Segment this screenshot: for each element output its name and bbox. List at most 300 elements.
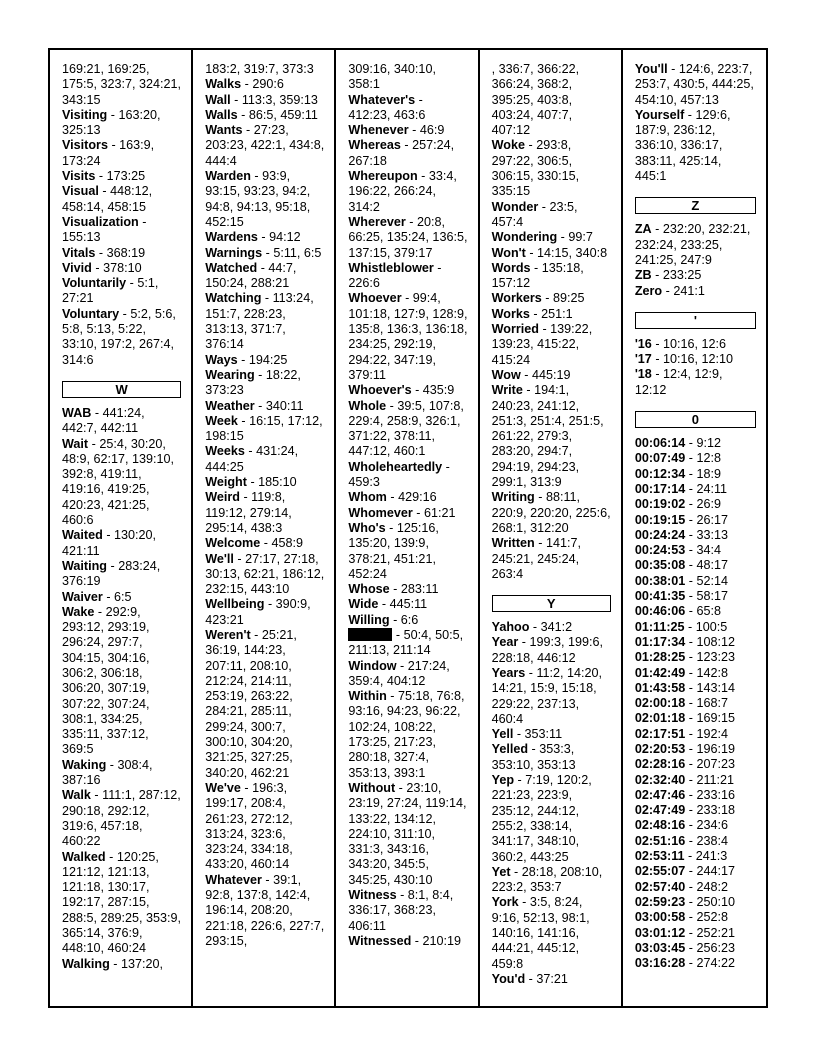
page-line-references: 293:8, 297:22, 306:5, 306:15, 330:15, 335:15: [491, 138, 580, 199]
index-entry: 02:51:16 - 238:4: [634, 833, 728, 848]
index-entry: Waiver - 6:5: [62, 589, 132, 604]
index-term: Warnings: [205, 245, 263, 260]
index-entry: Write - 194:1, 240:23, 241:12, 251:3, 251:4, 251:5, 261:22, 279:3, 283:20, 294:7, 294:19, 294:23, 299:1, 313:9: [491, 383, 604, 490]
index-entry: Walking - 137:20,: [62, 956, 164, 971]
section-letter-header: W: [62, 381, 181, 398]
index-term: Waking: [62, 757, 107, 772]
index-term: 00:07:49: [634, 451, 686, 466]
index-column: [623, 50, 766, 1006]
index-term: Welcome: [205, 536, 261, 551]
index-entry: 02:57:40 - 248:2: [634, 879, 728, 894]
page-line-references: 108:12: [696, 634, 735, 649]
page-line-references: 119:8, 119:12, 279:14, 295:14, 438:3: [205, 490, 292, 535]
page-line-references: 20:8, 66:25, 135:24, 136:5, 137:15, 379:17: [348, 214, 468, 260]
index-term: You'll: [634, 62, 668, 76]
index-term: 00:17:14: [634, 481, 686, 496]
page-line-references: 10:16, 12:6: [663, 336, 727, 351]
index-term: Walls: [205, 107, 238, 122]
index-term: Writing: [491, 490, 535, 505]
index-entry: WAB - 441:24, 442:7, 442:11: [62, 405, 145, 436]
index-column: [336, 50, 479, 1006]
page-line-references: 50:4, 50:5, 211:13, 211:14: [348, 627, 464, 658]
section-letter-header: ': [635, 312, 756, 329]
index-term: 03:01:12: [634, 925, 686, 940]
index-entry: Workers - 89:25: [491, 291, 585, 306]
index-entry: Wow - 445:19: [491, 367, 571, 382]
index-term: 00:19:02: [634, 497, 686, 512]
index-term: Whereupon: [348, 169, 418, 184]
index-entry: Won't - 14:15, 340:8: [491, 245, 608, 260]
page-line-references: 61:21: [424, 505, 456, 520]
page-line-references: 135:18, 157:12: [491, 260, 584, 291]
index-term: Witness: [348, 888, 397, 903]
index-term: 01:11:25: [634, 619, 685, 634]
page-line-references: 368:19: [106, 245, 146, 260]
index-entry: Whoever's - 435:9: [348, 383, 455, 398]
page-line-references: 46:9: [419, 123, 445, 138]
page-line-references: 75:18, 76:8, 93:16, 94:23, 96:22, 102:24, 108:22, 173:25, 217:23, 280:18, 327:4, 353:13, 393:1: [348, 689, 465, 780]
index-term: 00:06:14: [634, 436, 686, 451]
index-entry: Watching - 113:24, 151:7, 228:23, 313:13, 371:7, 376:14: [205, 291, 314, 352]
index-entry: [62, 62, 181, 108]
index-term: We've: [205, 780, 241, 795]
index-entry: Works - 251:1: [491, 306, 573, 321]
section-letter-header: Z: [635, 197, 756, 214]
index-term: Words: [491, 260, 531, 275]
page-line-references: 23:10, 23:19, 27:24, 119:14, 133:22, 134:12, 224:10, 311:10, 331:3, 343:16, 343:20, 345:5, 345:25, 430:10: [348, 780, 467, 887]
index-term: Walk: [62, 788, 91, 803]
page-line-references: 137:20,: [121, 956, 164, 971]
page-line-references: 27:17, 27:18, 30:13, 62:21, 186:12, 232:15, 443:10: [205, 551, 325, 597]
page-line-references: 5:2, 5:6, 5:8, 5:13, 5:22, 33:10, 197:2, 267:4, 314:6: [62, 306, 176, 367]
page-line-references: 353:11: [524, 727, 563, 742]
index-term: Wants: [205, 123, 243, 138]
index-term: Whoever's: [348, 383, 412, 398]
index-entry: Zero - 241:1: [634, 283, 705, 298]
index-term: 01:42:49: [634, 665, 686, 680]
index-column: [480, 50, 623, 1006]
index-entry: Whistleblower - 226:6: [348, 260, 442, 291]
index-entry: Yet - 28:18, 208:10, 223:2, 353:7: [491, 864, 603, 895]
page-line-references: 25:21, 36:19, 144:23, 207:11, 208:10, 212:24, 214:11, 253:19, 263:22, 284:21, 285:11, 299:24, 300:7, 300:10, 304:20, 321:25, 327:25, 340:20, 462:21: [205, 627, 297, 780]
index-term: Wall: [205, 92, 231, 107]
index-entry: You'd - 37:21: [491, 971, 568, 986]
page-line-references: 207:23: [696, 757, 735, 772]
page-line-references: 139:22, 139:23, 415:22, 415:24: [491, 322, 593, 367]
index-entry: Waiting - 283:24, 376:19: [62, 558, 161, 589]
page-line-references: 113:3, 359:13: [241, 92, 318, 107]
index-term: '17: [634, 352, 652, 367]
page-line-references: 210:19: [422, 933, 462, 948]
index-term: Write: [491, 383, 523, 398]
page-line-references: 445:19: [531, 367, 571, 382]
page-line-references: 25:4, 30:20, 48:9, 62:17, 139:10, 392:8, 419:11, 419:16, 419:25, 420:23, 421:25, 460:6: [62, 436, 175, 528]
page-line-references: 5:11, 6:5: [273, 245, 322, 260]
index-term: 00:35:08: [634, 558, 686, 573]
index-entry: [205, 62, 324, 77]
index-term: WAB: [62, 405, 92, 420]
page-line-references: 99:4, 101:18, 127:9, 128:9, 135:8, 136:3, 136:18, 234:25, 292:19, 294:22, 347:19, 379:11: [348, 291, 468, 382]
index-term: Won't: [491, 245, 526, 260]
index-term: Week: [205, 413, 238, 428]
index-term: Zero: [634, 283, 663, 298]
index-entry: Whose - 283:11: [348, 582, 439, 597]
index-entry: 02:00:18 - 168:7: [634, 696, 728, 711]
index-entry: 02:20:53 - 196:19: [634, 741, 735, 756]
index-term: 02:47:46: [634, 787, 686, 802]
index-term: 00:24:24: [634, 527, 686, 542]
index-entry: Weird - 119:8, 119:12, 279:14, 295:14, 438:3: [205, 490, 292, 535]
index-entry: '17 - 10:16, 12:10: [634, 352, 734, 367]
index-term: Whereas: [348, 138, 401, 153]
index-term: Wide: [348, 597, 379, 612]
page-line-references: 124:6, 223:7, 253:7, 430:5, 444:25, 454:10, 457:13: [634, 62, 754, 107]
page-line-references: 142:8: [696, 665, 728, 680]
index-entry: Worried - 139:22, 139:23, 415:22, 415:24: [491, 322, 593, 367]
index-term: 01:28:25: [634, 650, 686, 665]
index-term: 02:47:49: [634, 803, 686, 818]
page-line-references: 129:6, 187:9, 236:12, 336:10, 336:17, 383:11, 425:14, 445:1: [634, 107, 731, 184]
page-line-references: 24:11: [696, 481, 728, 496]
page-line-references: 234:6: [696, 818, 728, 833]
page-line-references: 125:16, 135:20, 139:9, 378:21, 451:21, 452:24: [348, 520, 439, 581]
page-line-references: 252:8: [696, 910, 728, 925]
index-term: 02:48:16: [634, 818, 686, 833]
page-line-references: 8:1, 8:4, 336:17, 368:23, 406:11: [348, 888, 454, 933]
page-line-references: 233:18: [696, 803, 735, 818]
index-entry: 01:11:25 - 100:5: [634, 619, 728, 634]
index-entry: York - 3:5, 8:24, 9:16, 52:13, 98:1, 140:16, 141:16, 444:21, 445:12, 459:8: [491, 895, 590, 971]
index-term: Yell: [491, 727, 514, 742]
page-line-references: 441:24, 442:7, 442:11: [62, 405, 145, 436]
page-line-references: 445:11: [389, 597, 428, 612]
index-entry: Wondering - 99:7: [491, 230, 593, 245]
index-term: 01:43:58: [634, 680, 686, 695]
index-term: Vitals: [62, 245, 96, 260]
page-line-references: 429:16: [398, 490, 437, 505]
redaction-block: [348, 628, 392, 641]
page-line-references: 192:4: [696, 726, 728, 741]
index-page: [48, 48, 768, 1008]
index-entry: '18 - 12:4, 12:9, 12:12: [634, 367, 723, 397]
index-term: Wonder: [491, 199, 539, 214]
index-term: Wardens: [205, 230, 258, 245]
page-line-references: 16:15, 17:12, 198:15: [205, 413, 323, 444]
index-entry: We'll - 27:17, 27:18, 30:13, 62:21, 186:12, 232:15, 443:10: [205, 551, 325, 597]
index-column: [193, 50, 336, 1006]
index-term: Walking: [62, 956, 110, 971]
index-term: 02:55:07: [634, 864, 686, 879]
index-entry: 00:35:08 - 48:17: [634, 558, 728, 573]
index-entry: Year - 199:3, 199:6, 228:18, 446:12: [491, 635, 603, 665]
index-entry: Wholeheartedly - 459:3: [348, 459, 450, 490]
page-line-references: 252:21: [696, 925, 735, 940]
index-entry: Ways - 194:25: [205, 352, 288, 367]
page-line-references: 113:24, 151:7, 228:23, 313:13, 371:7, 376:14: [205, 291, 314, 352]
index-term: Yep: [491, 773, 515, 788]
page-line-references: 163:20, 325:13: [62, 107, 161, 138]
index-term: Weather: [205, 398, 255, 413]
page-line-references: 123:23: [696, 650, 735, 665]
page-line-references: 44:7, 150:24, 288:21: [205, 260, 297, 291]
index-entry: Yelled - 353:3, 353:10, 353:13: [491, 742, 576, 772]
index-entry: Yahoo - 341:2: [491, 620, 573, 635]
index-entry: Whom - 429:16: [348, 490, 437, 505]
index-term: 00:19:15: [634, 512, 686, 527]
index-term: Whoever: [348, 291, 402, 306]
page-line-references: 309:16, 340:10, 358:1: [348, 62, 436, 92]
index-term: 02:28:16: [634, 757, 686, 772]
index-term: Vivid: [62, 260, 92, 275]
index-entry: Window - 217:24, 359:4, 404:12: [348, 658, 450, 688]
index-term: ZA: [634, 222, 652, 237]
page-line-references: 111:1, 287:12, 290:18, 292:12, 319:6, 457:18, 460:22: [62, 788, 181, 849]
index-entry: Welcome - 458:9: [205, 536, 303, 551]
index-entry: Whoever - 99:4, 101:18, 127:9, 128:9, 135:8, 136:3, 136:18, 234:25, 292:19, 294:22, 347:19, 379:11: [348, 291, 468, 382]
page-line-references: 251:1: [541, 306, 573, 321]
index-term: 02:53:11: [634, 849, 685, 864]
index-entry: Warnings - 5:11, 6:5: [205, 245, 322, 260]
page-line-references: 248:2: [696, 879, 728, 894]
page-line-references: 12:8: [696, 451, 721, 466]
page-line-references: 226:6: [348, 276, 380, 291]
index-term: Visualization: [62, 214, 139, 229]
page-line-references: 10:16, 12:10: [663, 352, 734, 367]
index-term: Watched: [205, 260, 258, 275]
index-term: Wake: [62, 604, 95, 619]
page-line-references: 459:3: [348, 475, 380, 490]
page-line-references: 431:24, 444:25: [205, 444, 299, 474]
page-line-references: 99:7: [568, 230, 593, 245]
index-term: Whomever: [348, 505, 413, 520]
index-entry: Weeks - 431:24, 444:25: [205, 444, 299, 474]
index-term: Workers: [491, 291, 542, 306]
index-term: Years: [491, 665, 526, 680]
index-term: Yelled: [491, 742, 529, 757]
page-line-references: 6:5: [114, 589, 132, 604]
page-line-references: 11:2, 14:20, 14:21, 15:9, 15:18, 229:22, 237:13, 460:4: [491, 665, 603, 726]
index-entry: 02:28:16 - 207:23: [634, 757, 735, 772]
index-term: Walked: [62, 849, 106, 864]
index-term: Woke: [491, 138, 525, 153]
page-line-references: 141:7, 245:21, 245:24, 263:4: [491, 536, 581, 581]
page-line-references: 233:25: [662, 268, 702, 283]
index-term: 00:24:53: [634, 543, 686, 558]
section-letter-header: Y: [492, 595, 611, 612]
page-line-references: 37:21: [536, 971, 568, 986]
index-term: Wholeheartedly: [348, 459, 443, 474]
index-entry: Voluntary - 5:2, 5:6, 5:8, 5:13, 5:22, 33:10, 197:2, 267:4, 314:6: [62, 306, 176, 367]
index-entry: Whereupon - 33:4, 196:22, 266:24, 314:2: [348, 169, 457, 214]
index-term: Written: [491, 536, 535, 551]
page-line-references: 65:8: [696, 604, 721, 619]
page-line-references: 169:15: [696, 711, 735, 726]
index-entry: 01:28:25 - 123:23: [634, 650, 735, 665]
index-term: 01:17:34: [634, 634, 686, 649]
page-line-references: 283:11: [400, 582, 439, 597]
index-term: Without: [348, 780, 396, 795]
index-column: [50, 50, 193, 1006]
index-term: York: [491, 895, 519, 910]
page-line-references: 94:12: [269, 230, 301, 245]
page-line-references: 93:9, 93:15, 93:23, 94:2, 94:8, 94:13, 95:18, 452:15: [205, 169, 311, 229]
index-term: Whistleblower: [348, 260, 434, 275]
index-term: Window: [348, 658, 397, 673]
index-term: 00:41:35: [634, 589, 686, 604]
index-term: Waiver: [62, 589, 103, 604]
index-entry: Witnessed - 210:19: [348, 933, 462, 948]
index-term: 00:46:06: [634, 604, 686, 619]
page-line-references: 33:13: [696, 527, 728, 542]
index-entry: - 50:4, 50:5, 211:13, 211:14: [348, 627, 464, 658]
index-term: Year: [491, 635, 519, 650]
index-term: We'll: [205, 551, 234, 566]
index-term: Yahoo: [491, 620, 530, 635]
page-line-references: 340:11: [265, 398, 304, 413]
index-entry: Weight - 185:10: [205, 475, 297, 490]
index-entry: Voluntarily - 5:1, 27:21: [62, 276, 159, 306]
page-line-references: 12:4, 12:9, 12:12: [634, 367, 723, 397]
index-term: Voluntary: [62, 306, 120, 321]
index-entry: 00:46:06 - 65:8: [634, 604, 721, 619]
index-entry: ZB - 233:25: [634, 268, 702, 283]
index-entry: We've - 196:3, 199:17, 208:4, 261:23, 272:12, 313:24, 323:6, 323:24, 334:18, 433:20, 460:14: [205, 780, 293, 872]
index-entry: Wide - 445:11: [348, 597, 428, 612]
index-entry: Wants - 27:23, 203:23, 422:1, 434:8, 444:4: [205, 123, 325, 168]
index-entry: 02:48:16 - 234:6: [634, 818, 728, 833]
index-term: Warden: [205, 169, 251, 184]
index-entry: Years - 11:2, 14:20, 14:21, 15:9, 15:18, 229:22, 237:13, 460:4: [491, 665, 603, 726]
page-line-references: 290:6: [252, 77, 284, 92]
index-term: 02:32:40: [634, 772, 686, 787]
page-line-references: , 336:7, 366:22, 366:24, 368:2, 395:25, 403:8, 403:24, 407:7, 407:12: [491, 62, 580, 138]
page-line-references: 86:5, 459:11: [248, 107, 318, 122]
index-entry: Watched - 44:7, 150:24, 288:21: [205, 260, 297, 291]
index-entry: Walk - 111:1, 287:12, 290:18, 292:12, 319:6, 457:18, 460:22: [62, 788, 181, 849]
index-entry: Visualization - 155:13: [62, 214, 147, 245]
index-term: 00:38:01: [634, 573, 686, 588]
page-line-references: 155:13: [62, 230, 101, 245]
index-term: 03:00:58: [634, 910, 686, 925]
page-line-references: 58:17: [696, 589, 728, 604]
index-entry: Without - 23:10, 23:19, 27:24, 119:14, 133:22, 134:12, 224:10, 311:10, 331:3, 343:16, 343:20, 345:5, 345:25, 430:10: [348, 780, 467, 887]
index-entry: 00:12:34 - 18:9: [634, 466, 721, 481]
page-line-references: 250:10: [696, 894, 735, 909]
index-term: Whatever's: [348, 92, 416, 107]
page-line-references: 458:9: [271, 536, 303, 551]
index-entry: Wearing - 18:22, 373:23: [205, 367, 301, 398]
index-term: Wondering: [491, 230, 558, 245]
index-entry: Whomever - 61:21: [348, 505, 456, 520]
page-line-references: 26:17: [696, 512, 728, 527]
index-entry: Waited - 130:20, 421:11: [62, 528, 157, 558]
index-entry: Wonder - 23:5, 457:4: [491, 199, 578, 229]
index-term: 02:57:40: [634, 879, 686, 894]
index-entry: Who's - 125:16, 135:20, 139:9, 378:21, 451:21, 452:24: [348, 520, 439, 581]
index-entry: Week - 16:15, 17:12, 198:15: [205, 413, 323, 444]
index-term: Weird: [205, 490, 240, 505]
index-term: Weren't: [205, 627, 251, 642]
index-term: Waited: [62, 528, 103, 543]
page-line-references: 9:12: [696, 436, 721, 451]
index-entry: Yourself - 129:6, 187:9, 236:12, 336:10, 336:17, 383:11, 425:14, 445:1: [634, 107, 731, 184]
index-entry: Vivid - 378:10: [62, 260, 142, 275]
page-line-references: 274:22: [696, 956, 735, 971]
index-entry: 00:07:49 - 12:8: [634, 451, 721, 466]
page-line-references: 33:4, 196:22, 266:24, 314:2: [348, 169, 457, 214]
index-term: Whose: [348, 582, 390, 597]
index-entry: Willing - 6:6: [348, 612, 419, 627]
page-line-references: 292:9, 293:12, 293:19, 296:24, 297:7, 304:15, 304:16, 306:2, 306:18, 306:20, 307:19, 307:22, 307:24, 308:1, 334:25, 335:11, 337:12, 369:5: [62, 604, 150, 757]
page-line-references: 341:2: [540, 620, 573, 635]
index-term: 02:17:51: [634, 726, 686, 741]
index-entry: Whole - 39:5, 107:8, 229:4, 258:9, 326:1, 371:22, 378:11, 447:12, 460:1: [348, 398, 464, 459]
page-line-references: 196:19: [696, 741, 735, 756]
index-entry: Warden - 93:9, 93:15, 93:23, 94:2, 94:8, 94:13, 95:18, 452:15: [205, 169, 311, 229]
index-term: You'd: [491, 971, 526, 986]
page-line-references: 39:5, 107:8, 229:4, 258:9, 326:1, 371:22, 378:11, 447:12, 460:1: [348, 398, 464, 459]
index-term: Yourself: [634, 107, 685, 122]
index-entry: Within - 75:18, 76:8, 93:16, 94:23, 96:22, 102:24, 108:22, 173:25, 217:23, 280:18, 327:4, 353:13, 393:1: [348, 689, 465, 780]
index-entry: Visiting - 163:20, 325:13: [62, 107, 161, 138]
page-line-references: 435:9: [422, 383, 455, 398]
index-entry: 01:43:58 - 143:14: [634, 680, 735, 695]
page-line-references: 163:9, 173:24: [62, 138, 155, 168]
index-term: 03:16:28: [634, 956, 686, 971]
index-term: Willing: [348, 612, 390, 627]
index-term: Works: [491, 306, 530, 321]
index-term: Witnessed: [348, 933, 412, 948]
index-term: Wellbeing: [205, 597, 265, 612]
index-term: '18: [634, 367, 652, 382]
page-line-references: 169:21, 169:25, 175:5, 323:7, 324:21, 343:15: [62, 62, 182, 107]
index-entry: [492, 62, 611, 138]
index-entry: Whenever - 46:9: [348, 123, 445, 138]
index-term: Wait: [62, 436, 89, 451]
page-line-references: 308:4, 387:16: [62, 757, 153, 788]
index-term: Whole: [348, 398, 387, 413]
page-line-references: 18:22, 373:23: [205, 367, 301, 398]
index-entry: Wall - 113:3, 359:13: [205, 92, 318, 107]
index-entry: Words - 135:18, 157:12: [491, 260, 584, 291]
index-entry: Wake - 292:9, 293:12, 293:19, 296:24, 297:7, 304:15, 304:16, 306:2, 306:18, 306:20, 307:19, 307:22, 307:24, 308:1, 334:25, 335:11, 337:12, 369:5: [62, 604, 150, 757]
page-line-references: 39:1, 92:8, 137:8, 142:4, 196:14, 208:20, 221:18, 226:6, 227:7, 293:15,: [205, 872, 325, 948]
index-entry: 01:17:34 - 108:12: [634, 634, 735, 649]
index-entry: 03:00:58 - 252:8: [634, 910, 728, 925]
page-line-references: 120:25, 121:12, 121:13, 121:18, 130:17, 192:17, 287:15, 288:5, 289:25, 353:9, 365:14, 376:9, 448:10, 460:24: [62, 849, 182, 956]
index-entry: 03:01:12 - 252:21: [634, 925, 735, 940]
index-entry: 02:47:46 - 233:16: [634, 787, 735, 802]
page-line-references: 23:5, 457:4: [491, 199, 578, 229]
page-line-references: 130:20, 421:11: [62, 528, 157, 558]
index-entry: Wherever - 20:8, 66:25, 135:24, 136:5, 137:15, 379:17: [348, 214, 468, 260]
index-entry: Weren't - 25:21, 36:19, 144:23, 207:11, 208:10, 212:24, 214:11, 253:19, 263:22, 284:21, 285:11, 299:24, 300:7, 300:10, 304:20, 321:25, 327:25, 340:20, 462:21: [205, 627, 297, 780]
index-entry: Whereas - 257:24, 267:18: [348, 138, 455, 168]
index-entry: Walls - 86:5, 459:11: [205, 107, 318, 122]
page-line-references: 244:17: [696, 864, 735, 879]
page-line-references: 194:25: [248, 352, 288, 367]
index-entry: 00:38:01 - 52:14: [634, 573, 728, 588]
page-line-references: 89:25: [552, 291, 585, 306]
index-entry: Wellbeing - 390:9, 423:21: [205, 597, 311, 627]
index-entry: Writing - 88:11, 220:9, 220:20, 225:6, 268:1, 312:20: [491, 490, 611, 535]
index-term: Weight: [205, 475, 247, 490]
index-entry: 00:41:35 - 58:17: [634, 589, 728, 604]
index-term: Wherever: [348, 214, 406, 229]
index-term: 02:51:16: [634, 833, 686, 848]
index-term: Ways: [205, 352, 238, 367]
index-term: Weeks: [205, 444, 245, 459]
